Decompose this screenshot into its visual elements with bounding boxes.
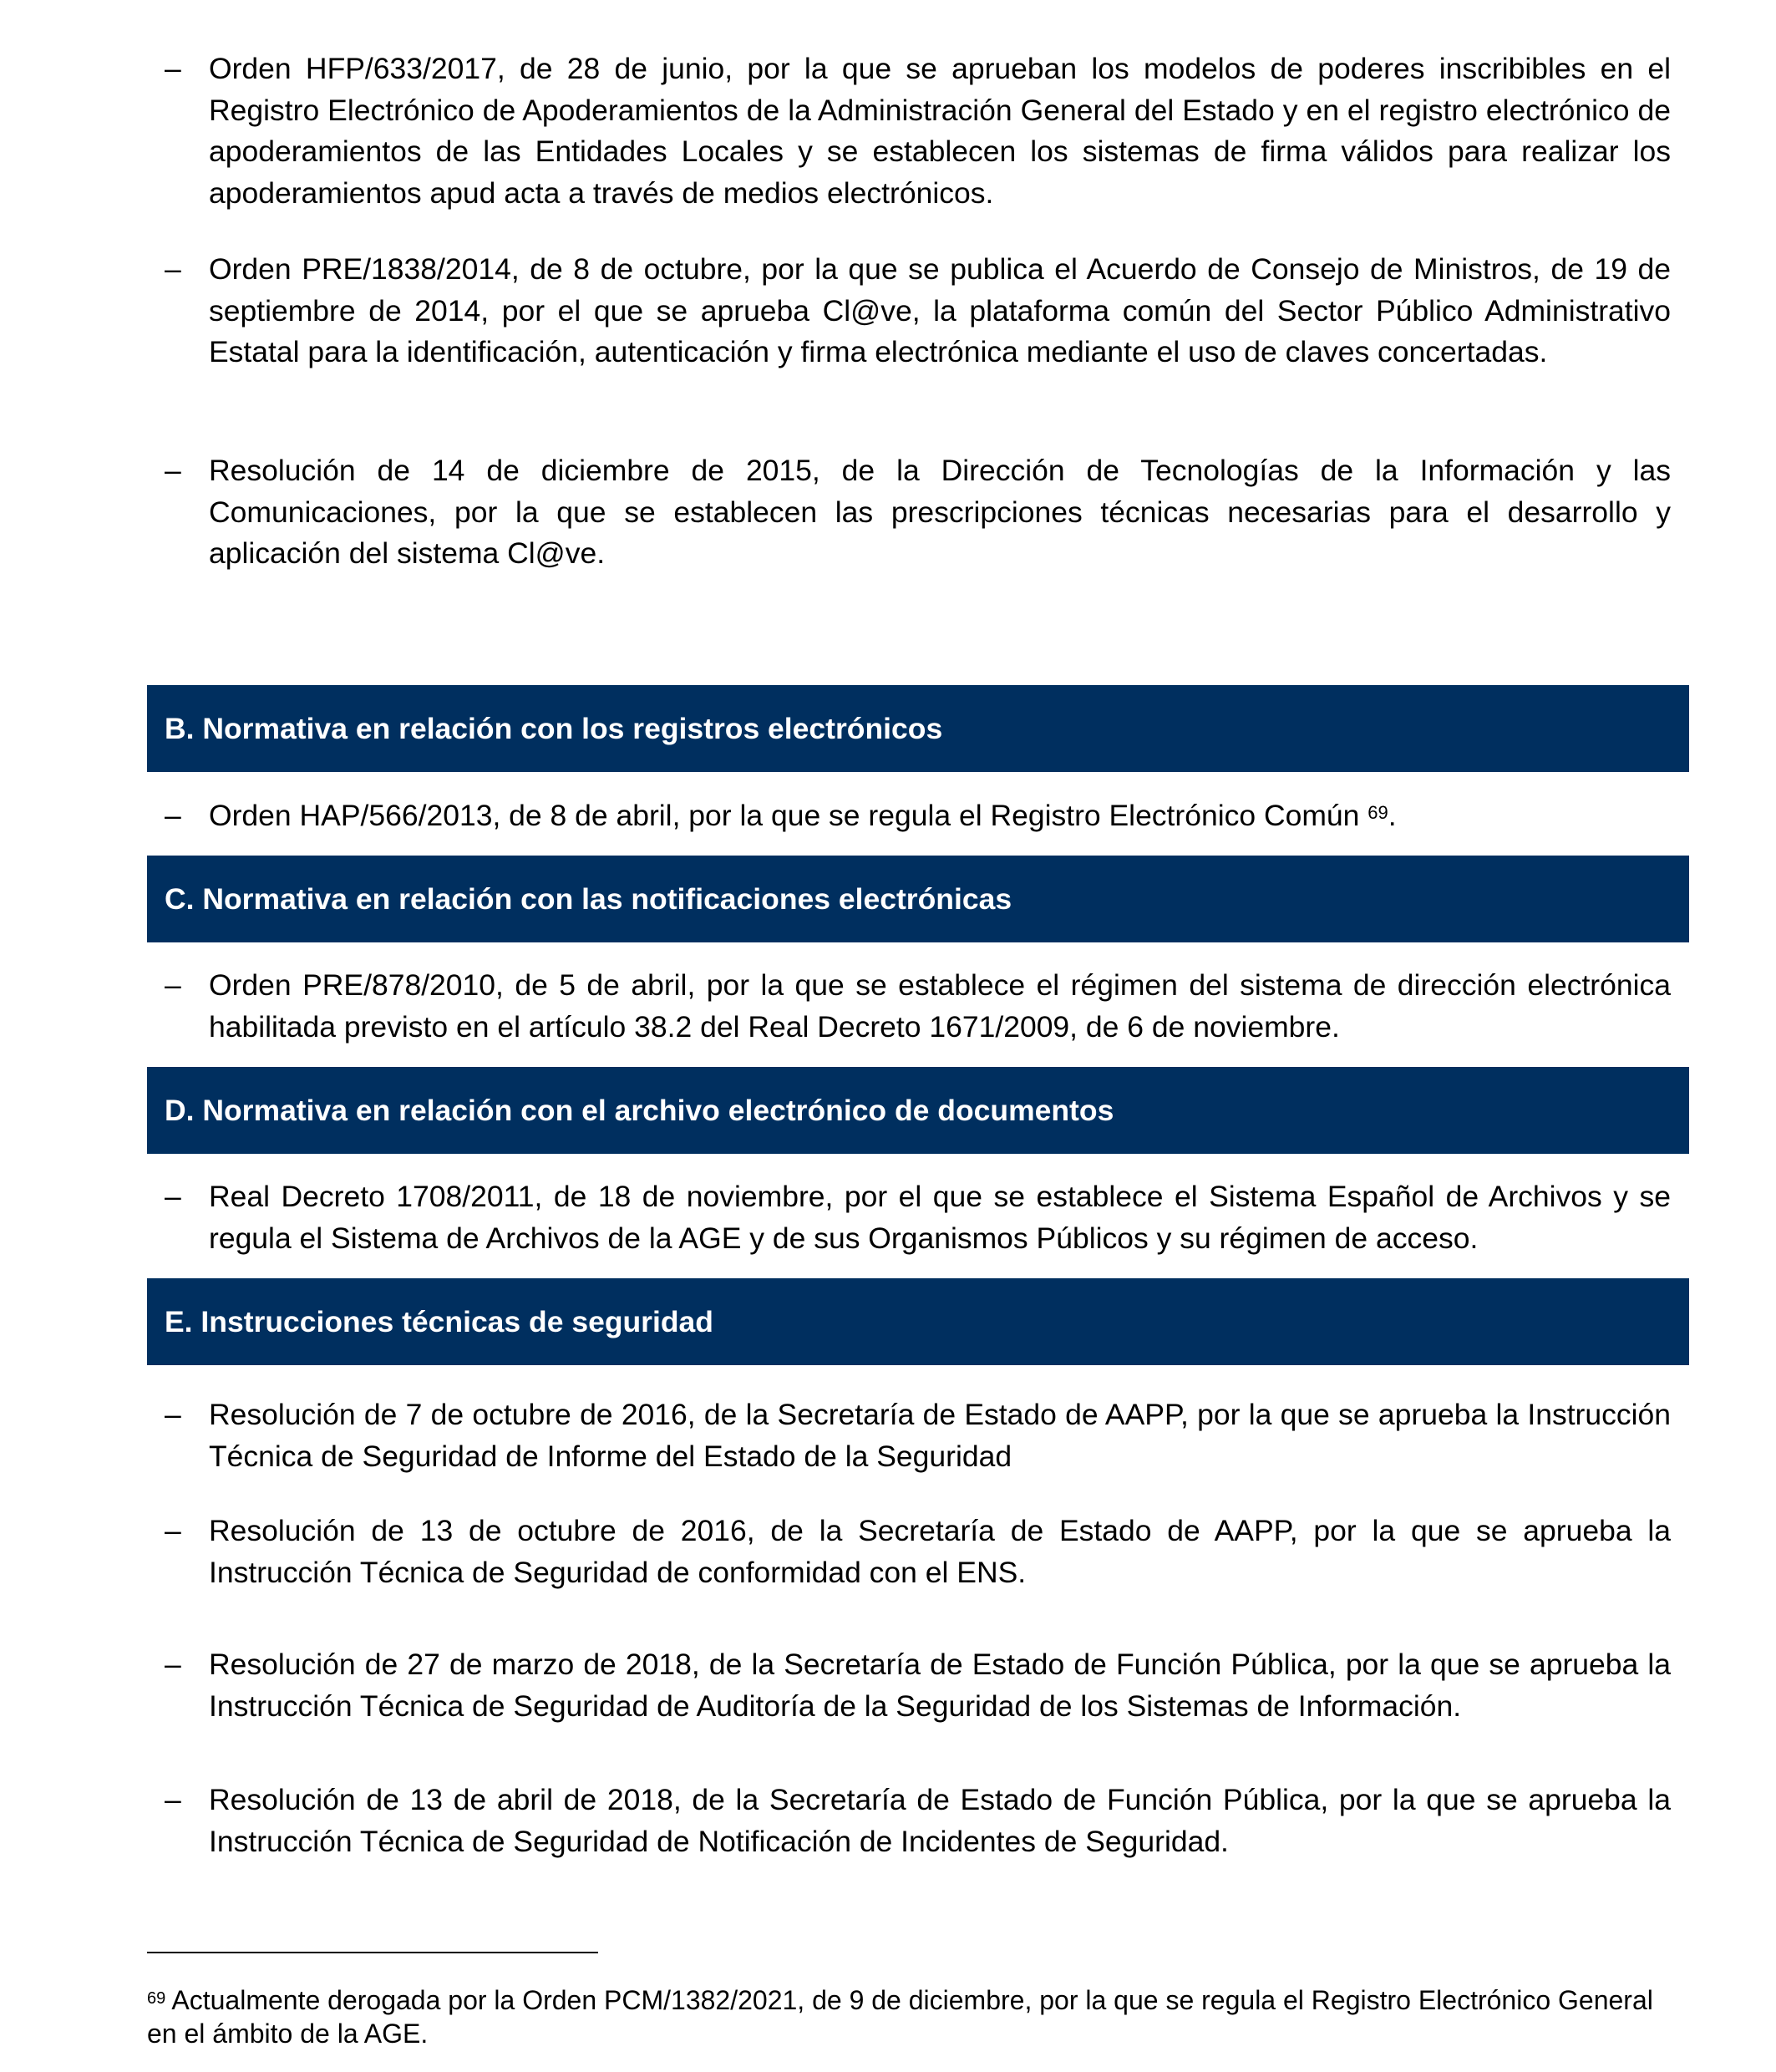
dash-bullet-icon: – xyxy=(165,968,181,1002)
dash-bullet-icon: – xyxy=(165,52,181,85)
list-item: – Orden PRE/878/2010, de 5 de abril, por la que se establece el régimen del sistema de dirección electrónica habilitada previsto en el artículo 38.2 del Real Decreto 1671/2009, de 6 de noviembre. xyxy=(165,965,1671,1048)
list-item: – Resolución de 27 de marzo de 2018, de la Secretaría de Estado de Función Pública, por la que se aprueba la Instrucción Técnica de Seguridad de Auditoría de la Seguridad de los Sistemas de Información. xyxy=(165,1644,1671,1727)
section-heading-e: E. Instrucciones técnicas de seguridad xyxy=(147,1278,1689,1365)
list-item: – Orden HFP/633/2017, de 28 de junio, por la que se aprueban los modelos de poderes inscribibles en el Registro Electrónico de Apoderamientos de la Administración General del Estado y en el registro electrónico de apoderamientos de las Entidades Locales y se establecen los sistemas de firma válidos para realizar los apoderamientos apud acta a través de medios electrónicos. xyxy=(165,48,1671,214)
dash-bullet-icon: – xyxy=(165,1648,181,1681)
dash-bullet-icon: – xyxy=(165,1180,181,1213)
section-heading-b: B. Normativa en relación con los registros electrónicos xyxy=(147,685,1689,772)
section-heading-d: D. Normativa en relación con el archivo electrónico de documentos xyxy=(147,1067,1689,1154)
list-item: – Orden PRE/1838/2014, de 8 de octubre, por la que se publica el Acuerdo de Consejo de Ministros, de 19 de septiembre de 2014, por el que se aprueba Cl@ve, la plataforma común del Sector Público Administrativo Estatal para la identificación, autenticación y firma electrónica mediante el uso de claves concertadas. xyxy=(165,249,1671,373)
footnote-text: Actualmente derogada por la Orden PCM/1382/2021, de 9 de diciembre, por la que se regula el Registro Electrónico General en el ámbito de la AGE. xyxy=(147,1985,1653,2049)
list-item: – Orden HAP/566/2013, de 8 de abril, por la que se regula el Registro Electrónico Común $^{69}$. xyxy=(165,795,1671,837)
footnote xyxy=(147,1983,1676,2050)
dash-bullet-icon: – xyxy=(165,1398,181,1431)
footnote-number: 69 xyxy=(147,1989,166,2008)
dash-bullet-icon: – xyxy=(165,252,181,286)
footnote-ref[interactable]: 69 xyxy=(1368,802,1388,823)
list-item: – Resolución de 13 de abril de 2018, de la Secretaría de Estado de Función Pública, por la que se aprueba la Instrucción Técnica de Seguridad de Notificación de Incidentes de Seguridad. xyxy=(165,1780,1671,1862)
dash-bullet-icon: – xyxy=(165,454,181,487)
dash-bullet-icon: – xyxy=(165,1514,181,1547)
list-item: – Real Decreto 1708/2011, de 18 de noviembre, por el que se establece el Sistema Español de Archivos y se regula el Sistema de Archivos de la AGE y de sus Organismos Públicos y su régimen de acceso. xyxy=(165,1176,1671,1259)
list-item: – Resolución de 14 de diciembre de 2015, de la Dirección de Tecnologías de la Información y las Comunicaciones, por la que se establecen las prescripciones técnicas necesarias para el desarrollo y aplicación del sistema Cl@ve. xyxy=(165,450,1671,575)
dash-bullet-icon: – xyxy=(165,799,181,832)
list-item: – Resolución de 13 de octubre de 2016, de la Secretaría de Estado de AAPP, por la que se aprueba la Instrucción Técnica de Seguridad de conformidad con el ENS. xyxy=(165,1511,1671,1593)
footnote-separator xyxy=(147,1952,598,1953)
section-heading-c: C. Normativa en relación con las notificaciones electrónicas xyxy=(147,856,1689,942)
list-item: – Resolución de 7 de octubre de 2016, de la Secretaría de Estado de AAPP, por la que se aprueba la Instrucción Técnica de Seguridad de Informe del Estado de la Seguridad xyxy=(165,1394,1671,1477)
dash-bullet-icon: – xyxy=(165,1783,181,1816)
